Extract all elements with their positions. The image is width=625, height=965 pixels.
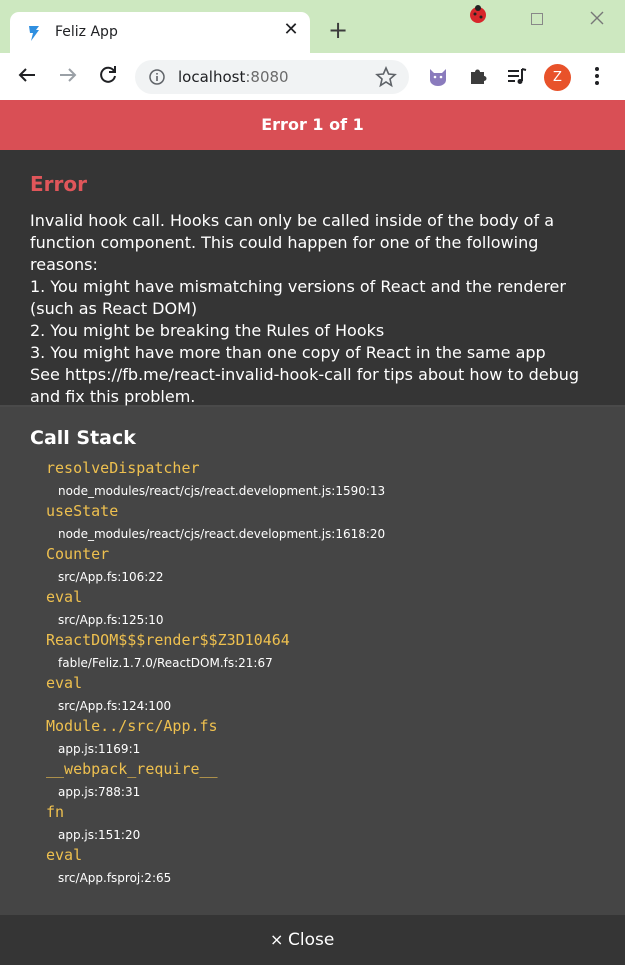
frame-location: src/App.fs:125:10 xyxy=(58,613,164,627)
call-stack-title: Call Stack xyxy=(30,427,136,449)
frame-function: ReactDOM$$$render$$Z3D10464 xyxy=(46,631,290,649)
reload-icon[interactable] xyxy=(96,63,120,87)
frame-location: src/App.fsproj:2:65 xyxy=(58,871,172,885)
frame-function: eval xyxy=(46,674,83,692)
frame-location: fable/Feliz.1.7.0/ReactDOM.fs:21:67 xyxy=(58,656,273,670)
frame-function: Counter xyxy=(46,545,110,563)
feliz-logo-icon xyxy=(26,24,42,42)
close-icon: × xyxy=(270,930,284,949)
frame-location: app.js:788:31 xyxy=(58,785,141,799)
frame-location: app.js:151:20 xyxy=(58,828,141,842)
stack-frame[interactable] xyxy=(0,459,625,502)
frame-function: eval xyxy=(46,588,83,606)
frame-function: resolveDispatcher xyxy=(46,459,200,477)
frame-function: eval xyxy=(46,846,83,864)
close-button[interactable] xyxy=(270,927,360,953)
stack-frame[interactable] xyxy=(0,760,625,803)
overlay-footer xyxy=(0,915,625,965)
browser-titlebar xyxy=(0,0,625,53)
browser-toolbar xyxy=(0,53,625,101)
browser-tab[interactable] xyxy=(10,12,310,53)
stack-frame[interactable] xyxy=(0,717,625,760)
stack-frame[interactable] xyxy=(0,846,625,889)
new-tab-button[interactable]: + xyxy=(327,16,349,44)
error-message: Invalid hook call. Hooks can only be called inside of the body of a function component. This could happen for one of the following reasons: 1. You might have mismatching versions of React and the renderer (such as React DOM) 2. You might be breaking the Rules of Hooks 3. You might have more than one copy of React in the same app See https://fb.me/react-invalid-hook-call for tips about how to debug and fix this problem. xyxy=(30,211,580,406)
call-stack-panel xyxy=(0,407,625,915)
bookmark-star-icon[interactable] xyxy=(375,66,397,88)
maximize-icon[interactable] xyxy=(531,13,543,25)
extensions-puzzle-icon[interactable] xyxy=(467,65,489,87)
window-close-icon[interactable] xyxy=(589,10,605,26)
stack-frame[interactable] xyxy=(0,588,625,631)
info-icon[interactable] xyxy=(149,69,165,85)
frame-location: app.js:1169:1 xyxy=(58,742,141,756)
stack-frame[interactable] xyxy=(0,631,625,674)
error-count-header: Error 1 of 1 xyxy=(0,100,625,150)
frame-location: src/App.fs:106:22 xyxy=(58,570,164,584)
frame-location: node_modules/react/cjs/react.development.js:1618:20 xyxy=(58,527,386,541)
frame-function: __webpack_require__ xyxy=(46,760,218,778)
frame-function: fn xyxy=(46,803,65,821)
tab-close-icon[interactable]: ✕ xyxy=(283,19,299,40)
stack-frame[interactable] xyxy=(0,803,625,846)
stack-frame[interactable] xyxy=(0,502,625,545)
stack-frame-list xyxy=(0,459,625,889)
forward-arrow-icon[interactable] xyxy=(56,63,80,87)
frame-function: useState xyxy=(46,502,119,520)
error-panel xyxy=(0,150,625,407)
frame-location: node_modules/react/cjs/react.development.js:1590:13 xyxy=(58,484,386,498)
error-title: Error xyxy=(30,172,87,196)
address-bar[interactable] xyxy=(135,60,409,94)
back-arrow-icon[interactable] xyxy=(15,63,39,87)
frame-location: src/App.fs:124:100 xyxy=(58,699,172,713)
profile-avatar[interactable]: Z xyxy=(544,64,571,91)
stack-frame[interactable] xyxy=(0,674,625,717)
ladybug-icon xyxy=(467,3,489,25)
stack-frame[interactable] xyxy=(0,545,625,588)
frame-function: Module../src/App.fs xyxy=(46,717,218,735)
more-menu-icon[interactable] xyxy=(592,66,602,86)
media-queue-icon[interactable] xyxy=(506,65,528,87)
cat-extension-icon[interactable] xyxy=(427,65,449,87)
tab-title: Feliz App xyxy=(55,24,118,40)
close-label: Close xyxy=(288,930,335,950)
url-text: localhost:8080 xyxy=(178,68,289,86)
